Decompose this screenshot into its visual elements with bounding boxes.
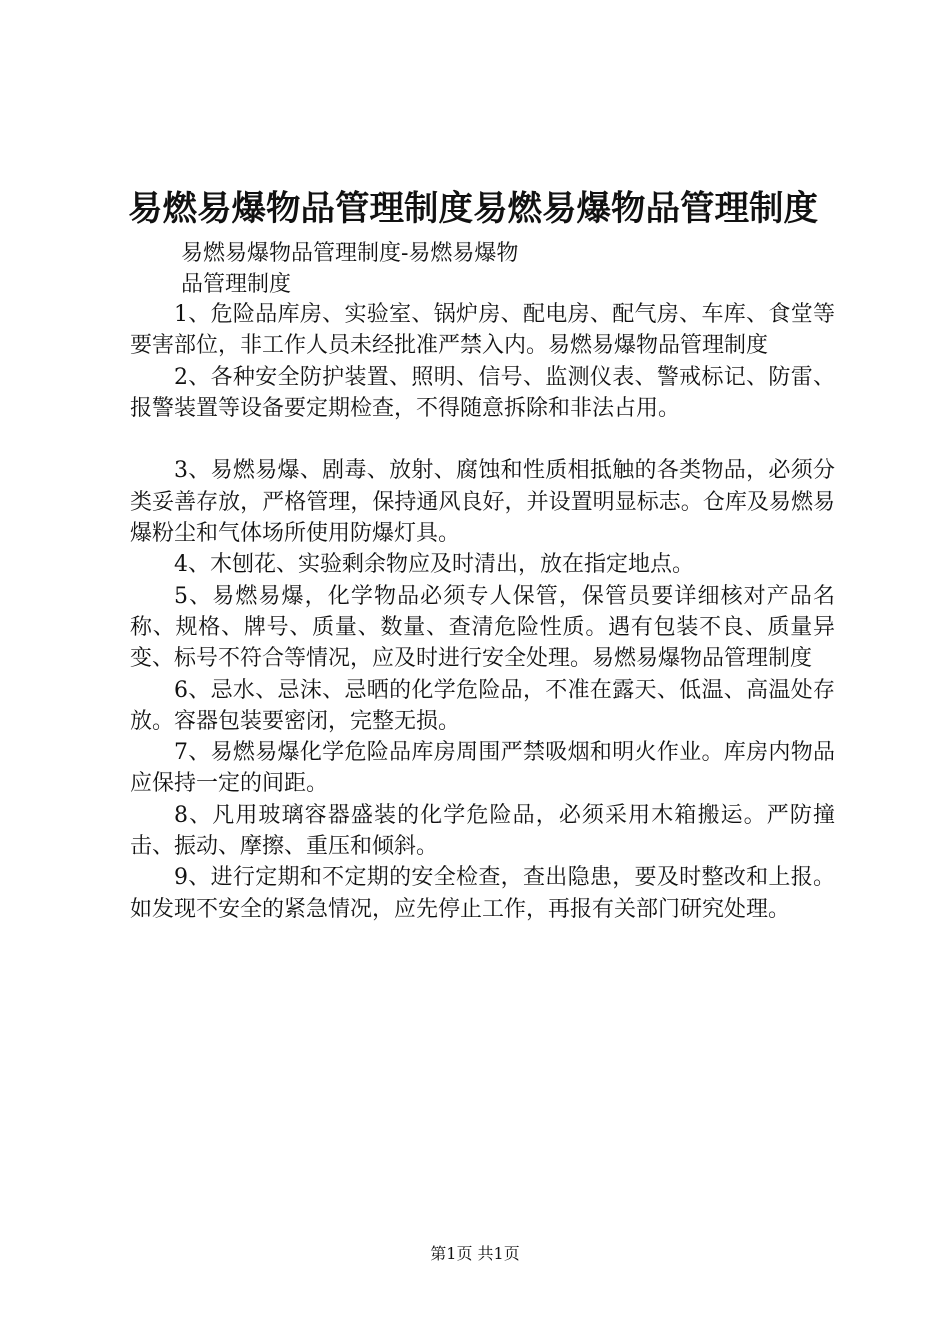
page-footer: 第1页 共1页 [430,1244,520,1263]
document-subtitle-line-1: 易燃易爆物品管理制度-易燃易爆物 [181,241,519,266]
paragraph-3: 3、易燃易爆、剧毒、放射、腐蚀和性质相抵触的各类物品，必须分类妥善存放，严格管理，保持通风良好，并设置明显标志。仓库及易燃易爆粉尘和气体场所使用防爆灯具。 [130,458,835,547]
paragraph-9: 9、进行定期和不定期的安全检查，查出隐患，要及时整改和上报。如发现不安全的紧急情况，应先停止工作，再报有关部门研究处理。 [130,865,835,922]
paragraph-5: 5、易燃易爆，化学物品必须专人保管，保管员要详细核对产品名称、规格、牌号、质量、数量、查清危险性质。遇有包装不良、质量异变、标号不符合等情况，应及时进行安全处理。易燃易爆物品管理制度 [130,583,835,672]
paragraph-2: 2、各种安全防护装置、照明、信号、监测仪表、警戒标记、防雷、报警装置等设备要定期检查，不得随意拆除和非法占用。 [130,364,835,421]
paragraph-8: 8、凡用玻璃容器盛装的化学危险品，必须采用木箱搬运。严防撞击、振动、摩擦、重压和倾斜。 [130,802,835,860]
document-subtitle-line-2: 品管理制度 [181,272,292,297]
document-title: 易燃易爆物品管理制度易燃易爆物品管理制度 [128,189,818,229]
document-body [130,299,835,925]
paragraph-6: 6、忌水、忌沫、忌晒的化学危险品，不准在露天、低温、高温处存放。容器包装要密闭，完整无损。 [130,677,835,734]
paragraph-7: 7、易燃易爆化学危险品库房周围严禁吸烟和明火作业。库房内物品应保持一定的间距。 [130,740,835,797]
paragraph-1: 1、危险品库房、实验室、锅炉房、配电房、配气房、车库、食堂等要害部位，非工作人员未经批准严禁入内。易燃易爆物品管理制度 [130,302,835,359]
paragraph-4: 4、木刨花、实验剩余物应及时清出，放在指定地点。 [174,552,694,578]
